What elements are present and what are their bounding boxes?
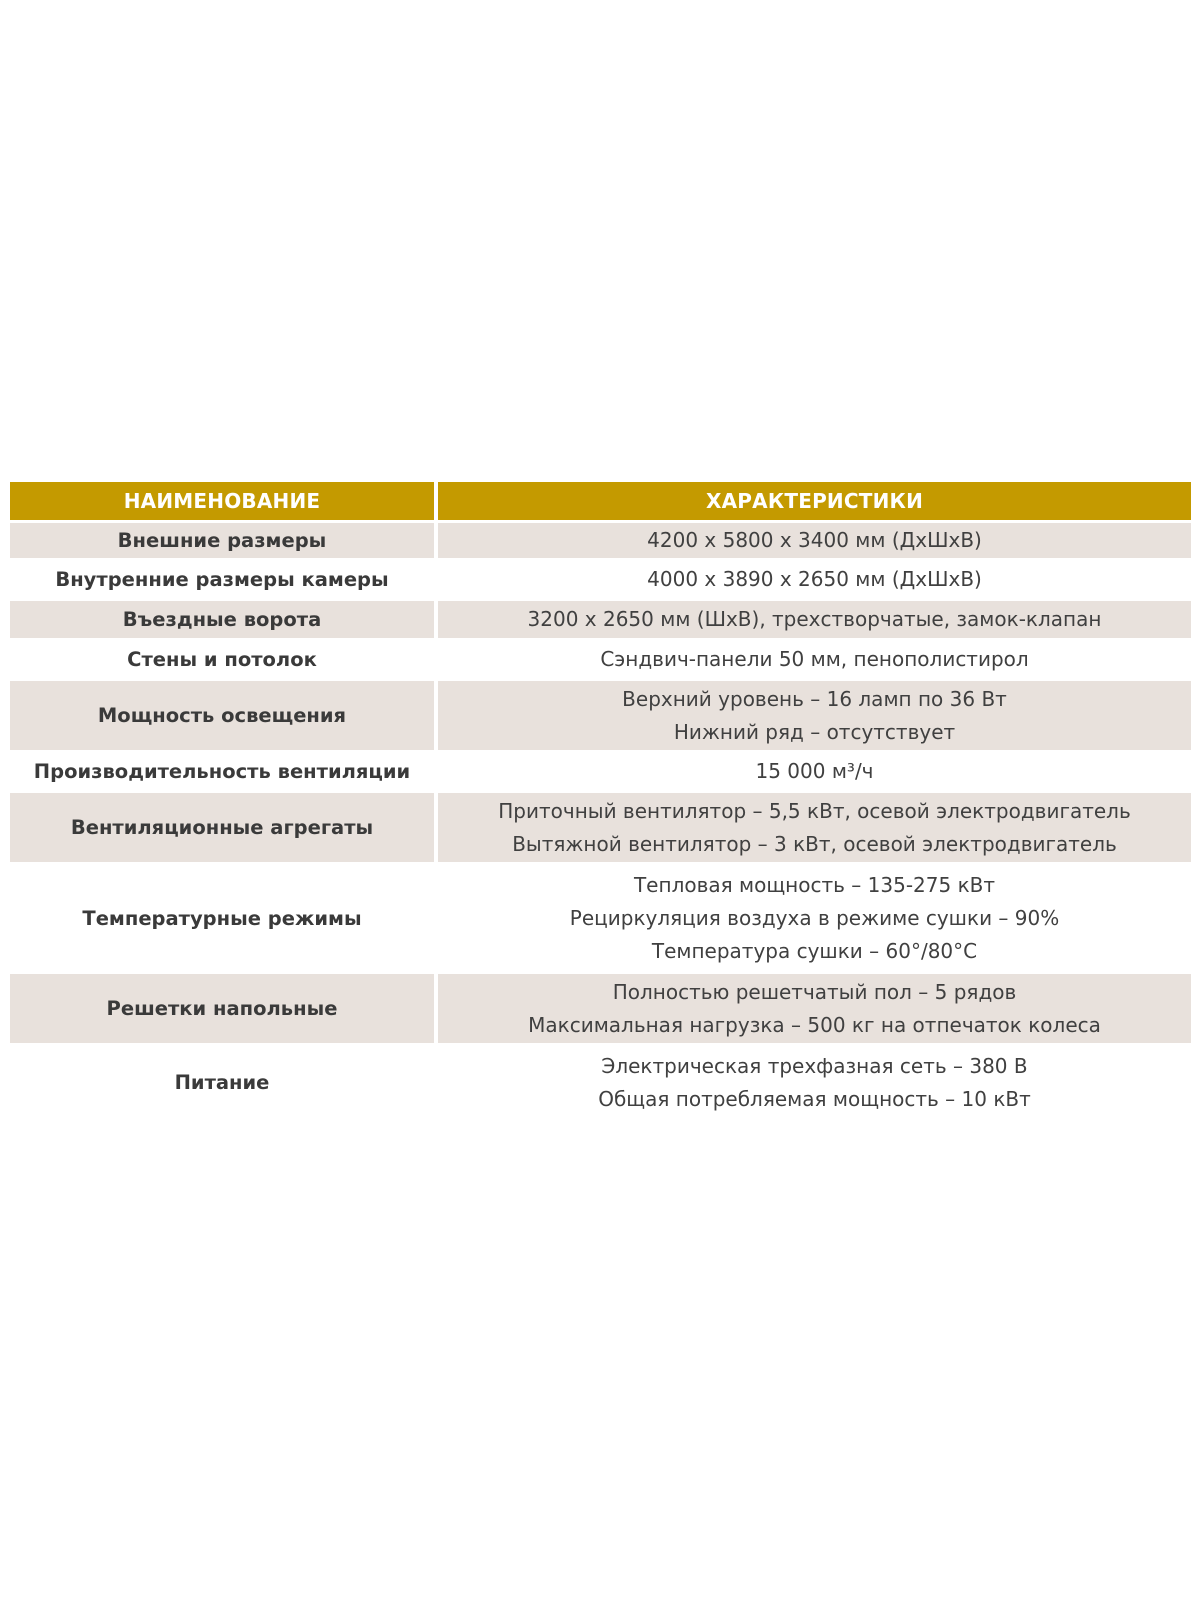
row-value-line: 15 000 м³/ч: [755, 759, 874, 783]
row-value-line: 3200 х 2650 мм (ШхВ), трехстворчатые, замок-клапан: [527, 607, 1102, 631]
row-name: Температурные режимы: [10, 862, 438, 971]
table-row: [10, 598, 1191, 638]
row-value-line: 4000 х 3890 х 2650 мм (ДхШхВ): [647, 567, 982, 591]
row-value: [438, 520, 1191, 558]
spec-table: [10, 482, 1191, 1119]
table-header-row: [10, 482, 1191, 520]
row-name: Питание: [10, 1043, 438, 1119]
row-value-line: Нижний ряд – отсутствует: [673, 719, 956, 744]
row-value-line: Приточный вентилятор – 5,5 кВт, осевой электродвигатель: [498, 798, 1131, 823]
row-value-line: Тепловая мощность – 135-275 кВт: [633, 872, 996, 897]
row-name: Решетки напольные: [10, 971, 438, 1043]
row-value-line: Верхний уровень – 16 ламп по 36 Вт: [622, 686, 1007, 711]
header-characteristics: ХАРАКТЕРИСТИКИ: [438, 482, 1191, 520]
header-name: НАИМЕНОВАНИЕ: [10, 482, 438, 520]
row-name: Производительность вентиляции: [10, 750, 438, 790]
row-name: Мощность освещения: [10, 678, 438, 750]
row-name: Стены и потолок: [10, 638, 438, 678]
row-value-line: Сэндвич-панели 50 мм, пенополистирол: [600, 647, 1029, 671]
table-row: [10, 638, 1191, 678]
row-value-line: Вытяжной вентилятор – 3 кВт, осевой электродвигатель: [512, 831, 1117, 856]
row-value-line: Полностью решетчатый пол – 5 рядов: [612, 979, 1017, 1004]
row-name: Внутренние размеры камеры: [10, 558, 438, 598]
table-row: [10, 862, 1191, 971]
row-value: [438, 790, 1191, 862]
row-value-line: 4200 х 5800 х 3400 мм (ДхШхВ): [647, 528, 982, 552]
row-name: Въездные ворота: [10, 598, 438, 638]
row-value: [438, 971, 1191, 1043]
table-row: [10, 520, 1191, 558]
row-name: Внешние размеры: [10, 520, 438, 558]
row-name: Вентиляционные агрегаты: [10, 790, 438, 862]
row-value-line: Температура сушки – 60°/80°С: [651, 938, 978, 963]
row-value: [438, 598, 1191, 638]
table-row: [10, 558, 1191, 598]
table-row: [10, 971, 1191, 1043]
row-value: [438, 638, 1191, 678]
row-value: [438, 1043, 1191, 1119]
table-row: [10, 678, 1191, 750]
table-row: [10, 1043, 1191, 1119]
table-row: [10, 750, 1191, 790]
row-value-line: Электрическая трехфазная сеть – 380 В: [601, 1053, 1028, 1078]
row-value: [438, 558, 1191, 598]
table-row: [10, 790, 1191, 862]
row-value: [438, 750, 1191, 790]
row-value: [438, 862, 1191, 971]
row-value-line: Общая потребляемая мощность – 10 кВт: [598, 1086, 1031, 1111]
row-value-line: Максимальная нагрузка – 500 кг на отпечаток колеса: [528, 1012, 1101, 1037]
row-value: [438, 678, 1191, 750]
row-value-line: Рециркуляция воздуха в режиме сушки – 90%: [569, 905, 1060, 930]
